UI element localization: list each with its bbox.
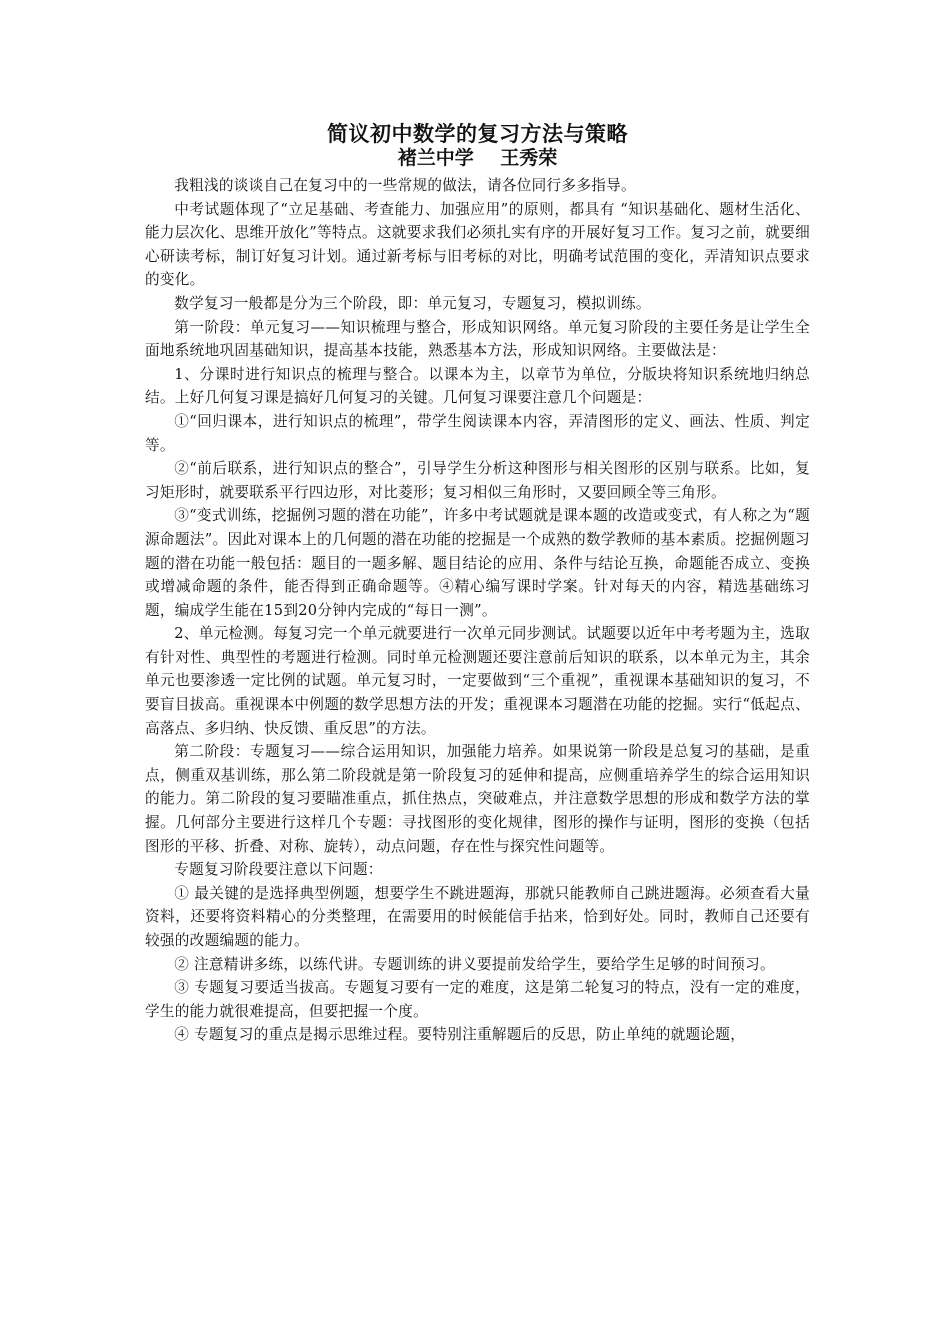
paragraph-stage-two: 第二阶段：专题复习——综合运用知识，加强能力培养。如果说第一阶段是总复习的基础，是重点，侧重双基训练，那么第二阶段就是第一阶段复习的延伸和提高，应侧重培养学生的综合运用知识的能力。第二阶段的复习要瞄准重点，抓住热点，突破难点，并注意数学思想的形成和数学方法的掌握。几何部分主要进行这样几个专题：寻找图形的变化规律，图形的操作与证明，图形的变换（包括图形的平移、折叠、对称、旋转），动点问题，存在性与探究性问题等。 — [145, 743, 810, 855]
paragraph-stage-two-note-1: ① 最关键的是选择典型例题，想要学生不跳进题海，那就只能教师自己跳进题海。必须查看大量资料，还要将资料精心的分类整理，在需要用的时候能信手拈来，恰到好处。同时，教师自己还要有较强的改题编题的能力。 — [145, 884, 810, 949]
paragraph-three-stages: 数学复习一般都是分为三个阶段，即：单元复习，专题复习，模拟训练。 — [174, 294, 651, 312]
paragraph-stage-one: 第一阶段：单元复习——知识梳理与整合，形成知识网络。单元复习阶段的主要任务是让学生全面地系统地巩固基础知识，提高基本技能，熟悉基本方法，形成知识网络。主要做法是： — [145, 318, 810, 360]
document-title: 简议初中数学的复习方法与策略 — [327, 121, 628, 146]
document-page — [145, 120, 810, 1047]
document-author: 褚兰中学 王秀荣 — [397, 147, 558, 169]
paragraph-stage-one-item-1: 1、分课时进行知识点的梳理与整合。以课本为主，以章节为单位，分版块将知识系统地归纳总结。上好几何复习课是搞好几何复习的关键。几何复习课要注意几个问题是： — [145, 365, 810, 407]
paragraph-stage-two-note-3: ③ 专题复习要适当拔高。专题复习要有一定的难度，这是第二轮复习的特点，没有一定的难度，学生的能力就很难提高，但要把握一个度。 — [145, 979, 810, 1020]
paragraph-intro: 我粗浅的谈谈自己在复习中的一些常规的做法，请各位同行多多指导。 — [174, 177, 636, 194]
paragraph-stage-one-point-2: ②“前后联系，进行知识点的整合”，引导学生分析这种图形与相关图形的区别与联系。比如，复习矩形时，就要联系平行四边形，对比菱形；复习相似三角形时，又要回顾全等三角形。 — [145, 460, 810, 501]
paragraph-stage-one-item-2: 2、单元检测。每复习完一个单元就要进行一次单元同步测试。试题要以近年中考考题为主，选取有针对性、典型性的考题进行检测。同时单元检测题还要注意前后知识的联系，以本单元为主，其余单元也要渗透一定比例的试题。单元复习时，一定要做到“三个重视”，重视课本基础知识的复习，不要盲目拔高。重视课本中例题的数学思想方法的开发；重视课本习题潜在功能的挖掘。实行“低起点、高落点、多归纳、快反馈、重反思”的方法。 — [145, 625, 810, 737]
paragraph-stage-one-point-3: ③“变式训练，挖掘例习题的潜在功能”，许多中考试题就是课本题的改造或变式，有人称之为“题源命题法”。因此对课本上的几何题的潜在功能的挖掘是一个成熟的数学教师的基本素质。挖掘例题习题的潜在功能一般包括：题目的一题多解、题目结论的应用、条件与结论互换，命题能否成立、变换或增减命题的条件，能否得到正确命题等。④精心编写课时学案。针对每天的内容，精选基础练习题，编成学生能在15到20分钟内完成的“每日一测”。 — [145, 507, 810, 619]
paragraph-exam-principles: 中考试题体现了“立足基础、考查能力、加强应用”的原则，都具有 “知识基础化、题材生活化、能力层次化、思维开放化”等特点。这就要求我们必须扎实有序的开展好复习工作。复习之前，就要细心研读考标，制订好复习计划。通过新考标与旧考标的对比，明确考试范围的变化，弄清知识点要求的变化。 — [145, 200, 810, 289]
paragraph-stage-two-notes-heading: 专题复习阶段要注意以下问题： — [174, 861, 383, 879]
paragraph-stage-two-note-4: ④ 专题复习的重点是揭示思维过程。要特别注重解题后的反思，防止单纯的就题论题， — [174, 1026, 746, 1044]
paragraph-stage-one-point-1: ①“回归课本，进行知识点的梳理”，带学生阅读课本内容，弄清图形的定义、画法、性质、判定等。 — [145, 412, 810, 454]
paragraph-stage-two-note-2: ② 注意精讲多练，以练代讲。专题训练的讲义要提前发给学生，要给学生足够的时间预习。 — [174, 955, 775, 973]
